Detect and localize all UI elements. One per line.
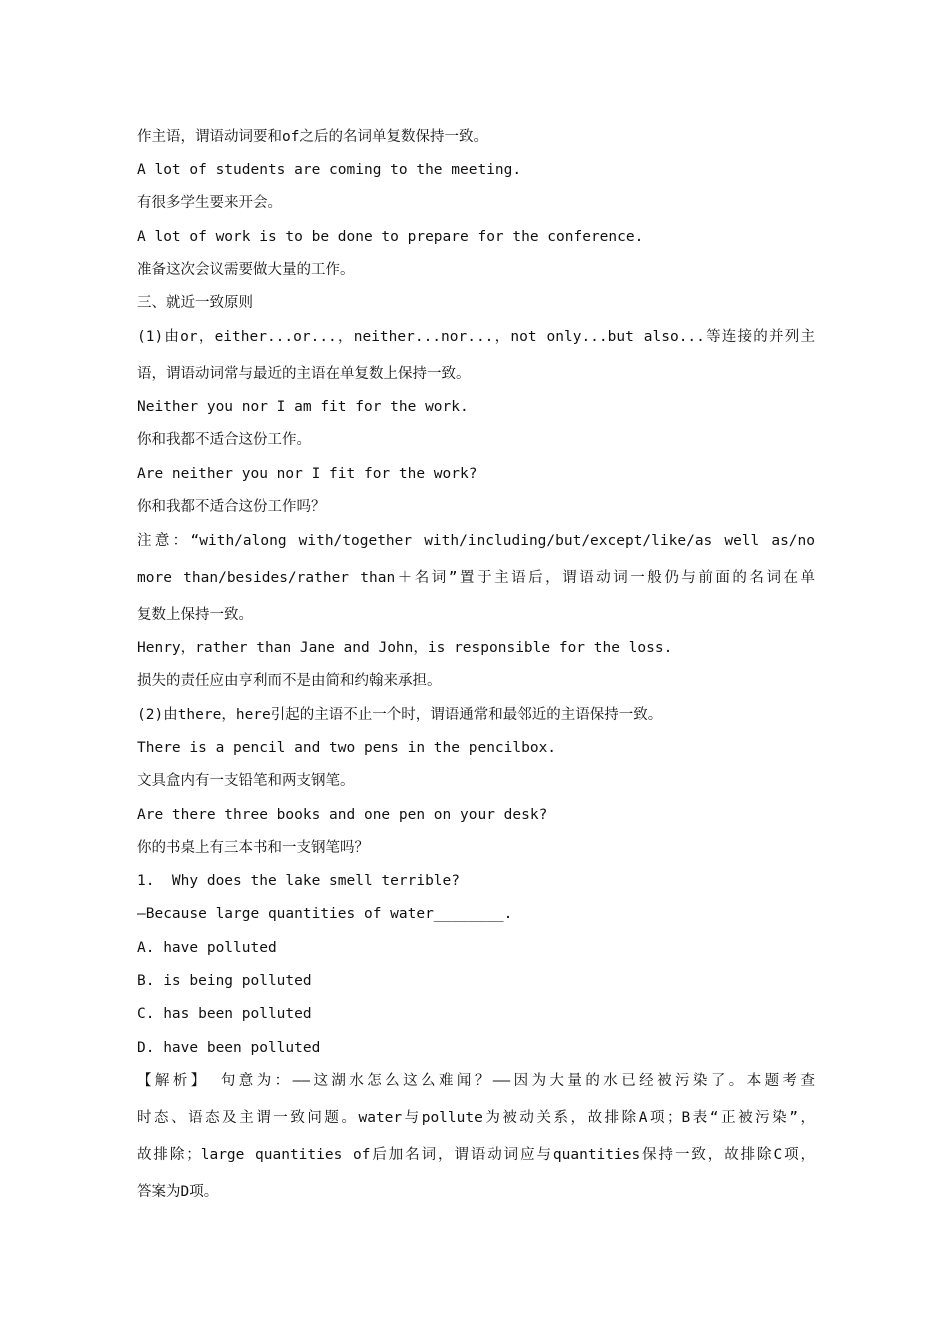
example-sentence: A lot of students are coming to the meeting.	[137, 162, 522, 178]
note-text: more than/besides/rather than＋名词”置于主语后，谓语动词一般仍与前面的名词在单	[137, 570, 815, 586]
explanation-text: 答案为D项。	[137, 1184, 219, 1200]
translation-line: 有很多学生要来开会。	[137, 195, 282, 211]
translation-line: 文具盒内有一支铅笔和两支钢笔。	[137, 773, 355, 789]
section-heading: 三、就近一致原则	[137, 295, 253, 311]
example-sentence: A lot of work is to be done to prepare for the conference.	[137, 229, 644, 245]
question-stem: —Because large quantities of water________.	[137, 906, 513, 922]
example-sentence: Are there three books and one pen on your desk?	[137, 807, 548, 823]
rule-text: (1)由or，either...or...，neither...nor...，not only...but also...等连接的并列主	[137, 329, 815, 345]
answer-option-d: D. have been polluted	[137, 1040, 321, 1056]
note-text: 注意：“with/along with/together with/including/but/except/like/as well as/no	[137, 533, 815, 549]
rule-text: (2)由there，here引起的主语不止一个时，谓语通常和最邻近的主语保持一致。	[137, 707, 663, 723]
rule-text: 语，谓语动词常与最近的主语在单复数上保持一致。	[137, 366, 471, 382]
translation-line: 你的书桌上有三本书和一支钢笔吗？	[137, 840, 369, 856]
translation-line: 你和我都不适合这份工作。	[137, 432, 311, 448]
example-sentence: There is a pencil and two pens in the pencilbox.	[137, 740, 557, 756]
answer-option-a: A. have polluted	[137, 940, 277, 956]
explanation-text: 故排除；large quantities of后加名词，谓语动词应与quantities保持一致，故排除C项，	[137, 1147, 815, 1163]
explanation-text: 【解析】 句意为：——这湖水怎么这么难闻？——因为大量的水已经被污染了。本题考查	[137, 1073, 815, 1089]
answer-option-c: C. has been polluted	[137, 1006, 312, 1022]
answer-option-b: B. is being polluted	[137, 973, 312, 989]
example-sentence: Neither you nor I am fit for the work.	[137, 399, 469, 415]
translation-line: 你和我都不适合这份工作吗？	[137, 499, 326, 515]
question-stem: 1. Why does the lake smell terrible?	[137, 873, 461, 889]
explanation-text: 时态、语态及主谓一致问题。water与pollute为被动关系，故排除A项；B表“正被污染”，	[137, 1110, 815, 1126]
note-text: 复数上保持一致。	[137, 607, 253, 623]
example-sentence: Henry，rather than Jane and John，is responsible for the loss.	[137, 640, 673, 656]
text-line: 作主语，谓语动词要和of之后的名词单复数保持一致。	[137, 129, 488, 145]
example-sentence: Are neither you nor I fit for the work?	[137, 466, 478, 482]
translation-line: 准备这次会议需要做大量的工作。	[137, 262, 355, 278]
translation-line: 损失的责任应由亨利而不是由简和约翰来承担。	[137, 673, 442, 689]
